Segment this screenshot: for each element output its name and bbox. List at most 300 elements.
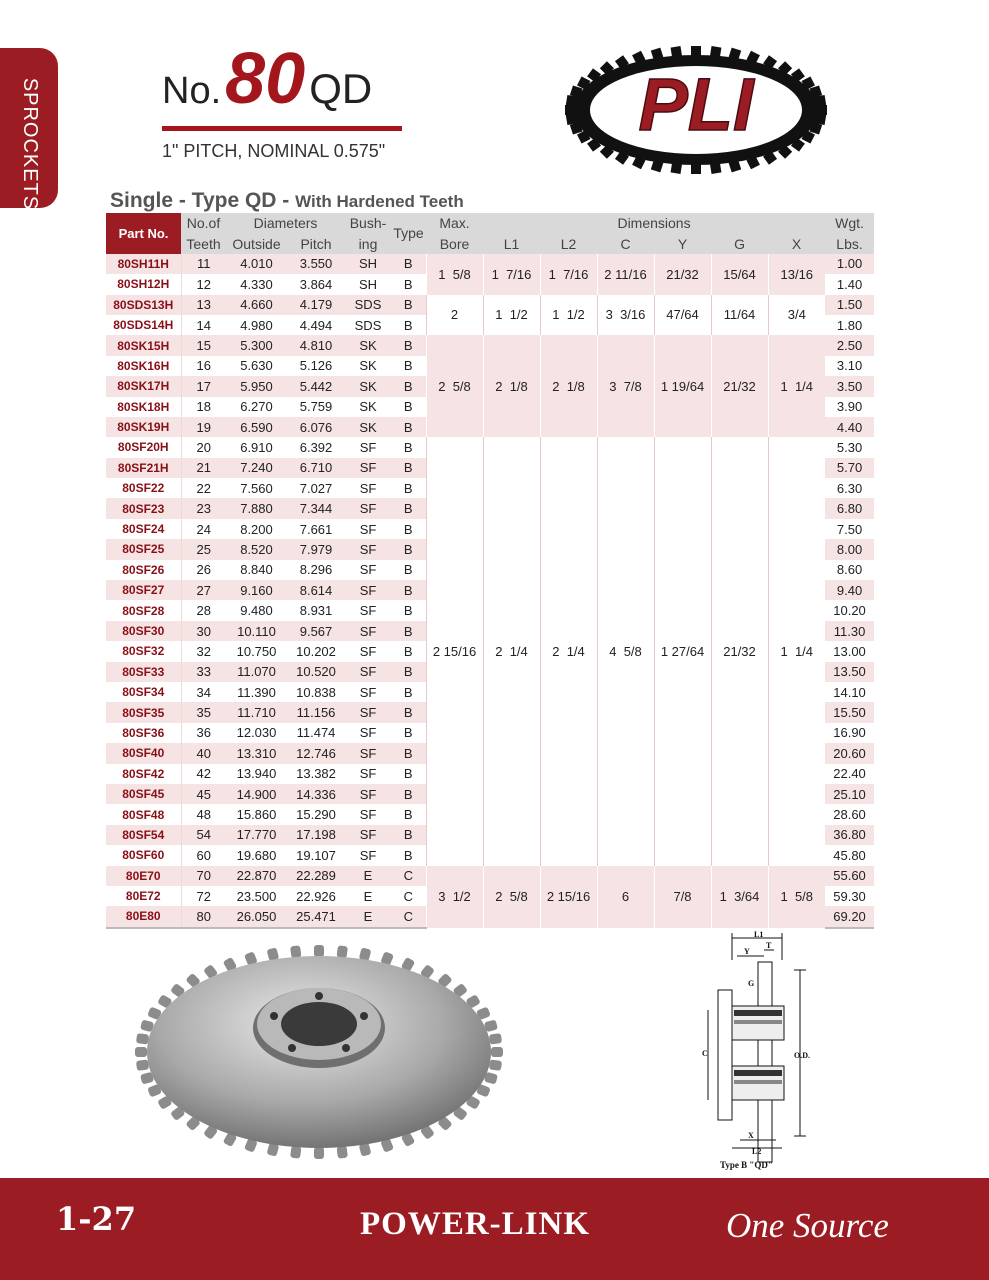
type-cell: C [391,906,426,927]
outside-cell: 23.500 [236,888,277,904]
l2-cell: 2 15/16 [540,866,597,928]
teeth-cell: 20 [196,439,211,455]
weight-cell: 3.90 [836,399,863,415]
teeth-cell: 28 [196,603,211,619]
part-no-cell: 80SF23 [106,498,181,518]
pitch-cell: 11.156 [287,702,345,722]
title-no: No. [162,70,222,112]
table-row [106,335,874,355]
bushing-cell: E [363,888,373,904]
header-y: Y [654,233,711,253]
bushing-cell: SH [358,276,378,292]
pitch-cell: 6.392 [299,439,333,455]
l2-cell: 1 1/2 [540,295,597,336]
weight-cell: 5.30 [836,439,863,455]
header-x: X [768,233,825,253]
type-cell: C [403,888,413,904]
weight-cell: 6.80 [825,498,874,518]
brand-name: POWER-LINK [360,1206,591,1242]
bushing-cell: SK [345,376,391,396]
bushing-cell: SF [345,825,391,845]
header-l2: L2 [540,233,597,253]
outside-cell: 4.980 [240,317,273,333]
table-row [106,866,874,886]
weight-cell: 55.60 [825,866,874,886]
pitch-cell: 9.567 [287,621,345,641]
pitch-cell: 12.746 [287,743,345,763]
outside-cell: 6.270 [240,399,273,415]
outside-cell: 11.710 [226,702,287,722]
header-wgt: Wgt. [825,213,874,233]
bushing-cell: SF [345,539,391,559]
y-cell: 47/64 [654,295,711,336]
photo-tooth [314,945,324,957]
photo-tooth [491,1047,503,1057]
type-cell: B [391,743,426,763]
bushing-cell: SF [359,521,377,537]
bushing-cell: SK [345,417,391,437]
teeth-cell: 34 [196,684,211,700]
teeth-cell: 80 [181,906,226,927]
part-no-cell: 80SF60 [106,845,181,865]
bushing-cell: E [345,906,391,927]
type-cell: B [391,458,426,478]
c-cell: 2 11/16 [597,254,654,295]
outside-cell: 14.900 [226,784,287,804]
drawing-od: O.D. [794,1051,810,1060]
pitch-cell: 8.296 [299,562,333,578]
part-no-cell: 80SF54 [106,825,181,845]
teeth-cell: 15 [181,335,226,355]
header-l1: L1 [483,233,540,253]
part-no-cell: 80E70 [106,866,181,886]
bushing-cell: SF [345,662,391,682]
part-no-cell: 80SK18H [106,397,181,417]
table-row [106,254,874,274]
drawing-x: X [748,1131,754,1140]
side-tab-label: SPROCKETS [19,77,41,211]
drawing-g: G [748,979,755,988]
type-cell: B [403,807,413,823]
spec-table [106,213,874,929]
bushing-cell: SF [359,807,377,823]
type-cell: B [403,317,413,333]
teeth-cell: 72 [196,888,211,904]
outside-cell: 4.660 [226,295,287,315]
pitch-cell: 7.027 [299,480,333,496]
header-part-no: Part No. [106,213,181,254]
drawing-l2: L2 [752,1147,762,1156]
type-cell: B [403,766,413,782]
pitch-cell: 3.864 [299,276,333,292]
c-cell: 4 5/8 [597,437,654,865]
drawing-y: Y [744,947,750,956]
photo-tooth [135,1047,147,1057]
drawing-c: C [702,1049,708,1058]
pitch-cell: 7.979 [287,539,345,559]
teeth-cell: 24 [196,521,211,537]
part-no-cell: 80SF25 [106,539,181,559]
outside-cell: 9.160 [226,580,287,600]
pitch-cell: 25.471 [287,906,345,927]
pitch-cell: 5.442 [287,376,345,396]
pitch-cell: 19.107 [296,847,336,863]
l1-cell: 2 5/8 [483,866,540,928]
pitch-cell: 11.474 [296,725,336,741]
part-no-cell: 80SF21H [106,458,181,478]
bushing-cell: SF [345,702,391,722]
pitch-cell: 10.202 [296,643,336,659]
teeth-cell: 22 [196,480,211,496]
bushing-cell: SF [345,784,391,804]
part-no-cell: 80SH12H [106,274,181,294]
header-c: C [597,233,654,253]
photo-tooth [489,1033,502,1044]
part-no-cell: 80SF26 [106,560,181,580]
bushing-cell: SF [359,480,377,496]
part-no-cell: 80SF33 [106,662,181,682]
logo-tooth [817,105,827,115]
g-cell: 15/64 [711,254,768,295]
type-cell: B [403,358,413,374]
pitch-cell: 17.198 [287,825,345,845]
bushing-cell: SDS [345,295,391,315]
x-cell: 1 1/4 [768,437,825,865]
bushing-cell: SF [345,743,391,763]
weight-cell: 9.40 [825,580,874,600]
pitch-cell: 4.810 [287,335,345,355]
outside-cell: 5.630 [240,358,273,374]
weight-cell: 28.60 [833,807,866,823]
bushing-cell: SF [359,766,377,782]
x-cell: 1 1/4 [768,335,825,437]
bushing-cell: E [345,866,391,886]
pitch-cell: 3.550 [287,254,345,274]
photo-tooth [336,945,347,958]
bushing-cell: SK [359,358,377,374]
outside-cell: 11.070 [226,662,287,682]
bushing-cell: SDS [354,317,382,333]
logo-tooth [691,46,701,56]
outside-cell: 7.240 [226,458,287,478]
title-suffix: QD [309,65,373,112]
c-cell: 3 7/8 [597,335,654,437]
outside-cell: 8.520 [226,539,287,559]
part-no-cell: 80SF22 [106,478,181,498]
bushing-cell: SF [359,439,377,455]
header-lbs: Lbs. [825,233,874,253]
weight-cell: 7.50 [836,521,863,537]
part-no-cell: 80SF20H [106,437,181,457]
side-tab [0,48,58,211]
weight-cell: 3.50 [825,376,874,396]
weight-cell: 4.40 [825,417,874,437]
teeth-cell: 45 [181,784,226,804]
weight-cell: 1.80 [836,317,863,333]
title-number: 80 [225,39,306,119]
x-cell: 3/4 [768,295,825,336]
teeth-cell: 16 [196,358,211,374]
type-cell: B [391,784,426,804]
x-cell: 13/16 [768,254,825,295]
bushing-cell: SK [345,335,391,355]
type-cell: B [403,562,413,578]
bore-cell: 3 1/2 [426,866,483,928]
section-title: Single - Type QD - With Hardened Teeth [110,189,464,212]
teeth-cell: 25 [181,539,226,559]
pitch-cell: 6.710 [287,458,345,478]
header-no-of: No.of [181,213,226,233]
part-no-cell: 80SF48 [106,804,181,824]
type-cell: B [391,335,426,355]
header-bushing: Bush- [345,213,391,233]
type-b-qd-drawing [682,930,832,1175]
outside-cell: 8.840 [240,562,273,578]
part-no-cell: 80SK17H [106,376,181,396]
weight-cell: 16.90 [833,725,866,741]
outside-cell: 22.870 [226,866,287,886]
y-cell: 21/32 [654,254,711,295]
teeth-cell: 12 [196,276,211,292]
drawing-t: T [766,941,772,950]
pitch-cell: 6.076 [287,417,345,437]
header-type: Type [391,213,426,254]
teeth-cell: 23 [181,498,226,518]
photo-tooth [136,1059,149,1070]
type-cell: B [403,480,413,496]
pitch-cell: 15.290 [296,807,336,823]
outside-cell: 5.950 [226,376,287,396]
brand-slogan: One Source [726,1206,889,1245]
outside-cell: 9.480 [240,603,273,619]
drawing-l1: L1 [754,930,764,939]
l2-cell: 1 7/16 [540,254,597,295]
part-no-cell: 80SDS13H [106,295,181,315]
header-dimensions: Dimensions [483,213,825,233]
weight-cell: 20.60 [825,743,874,763]
pitch-cell: 4.179 [287,295,345,315]
type-cell: B [391,295,426,315]
header-bore: Bore [426,233,483,253]
outside-cell: 7.560 [240,480,273,496]
bushing-cell: SK [359,399,377,415]
bushing-cell: SF [345,580,391,600]
weight-cell: 22.40 [833,766,866,782]
header-pitch: Pitch [287,233,345,253]
weight-cell: 13.00 [833,643,866,659]
pitch-cell: 7.344 [287,498,345,518]
bushing-cell: SF [359,603,377,619]
part-no-cell: 80E72 [106,886,181,906]
c-cell: 6 [597,866,654,928]
type-cell: B [403,276,413,292]
part-no-cell: 80SF40 [106,743,181,763]
outside-cell: 6.590 [226,417,287,437]
type-cell: B [391,539,426,559]
logo-tooth [691,164,701,174]
pitch-cell: 13.382 [296,766,336,782]
teeth-cell: 33 [181,662,226,682]
teeth-cell: 18 [196,399,211,415]
type-cell: B [403,643,413,659]
table-row [106,295,874,315]
bushing-cell: SF [345,458,391,478]
l2-cell: 2 1/4 [540,437,597,865]
bore-cell: 1 5/8 [426,254,483,295]
outside-cell: 7.880 [226,498,287,518]
teeth-cell: 30 [181,621,226,641]
page-subtitle: 1" PITCH, NOMINAL 0.575" [162,141,386,161]
part-no-cell: 80SDS14H [106,315,181,335]
weight-cell: 15.50 [825,702,874,722]
part-no-cell: 80SF28 [106,600,181,620]
part-no-cell: 80SK16H [106,356,181,376]
photo-tooth [489,1059,502,1070]
teeth-cell: 48 [196,807,211,823]
type-cell: B [391,376,426,396]
g-cell: 1 3/64 [711,866,768,928]
type-cell: C [391,866,426,886]
part-no-cell: 80SF45 [106,784,181,804]
sprocket-logo-icon [560,40,832,180]
l2-cell: 2 1/8 [540,335,597,437]
bushing-cell: SF [359,684,377,700]
weight-cell: 36.80 [825,825,874,845]
outside-cell: 6.910 [240,439,273,455]
l1-cell: 2 1/8 [483,335,540,437]
teeth-cell: 14 [196,317,211,333]
outside-cell: 19.680 [236,847,277,863]
teeth-cell: 42 [196,766,211,782]
y-cell: 7/8 [654,866,711,928]
y-cell: 1 19/64 [654,335,711,437]
pitch-cell: 4.494 [299,317,333,333]
outside-cell: 4.330 [240,276,273,292]
outside-cell: 12.030 [236,725,277,741]
pitch-cell: 22.926 [296,888,336,904]
weight-cell: 14.10 [833,684,866,700]
outside-cell: 26.050 [226,906,287,927]
teeth-cell: 19 [181,417,226,437]
type-cell: B [391,580,426,600]
outside-cell: 13.940 [236,766,277,782]
pitch-cell: 5.759 [299,399,333,415]
l1-cell: 1 1/2 [483,295,540,336]
weight-cell: 11.30 [825,621,874,641]
teeth-cell: 60 [196,847,211,863]
part-no-cell: 80SF27 [106,580,181,600]
type-cell: B [403,439,413,455]
teeth-cell: 40 [181,743,226,763]
bushing-cell: SF [345,621,391,641]
pitch-cell: 5.126 [299,358,333,374]
photo-tooth [290,1146,301,1159]
header-teeth: Teeth [181,233,226,253]
pitch-cell: 8.931 [299,603,333,619]
type-cell: B [403,603,413,619]
photo-tooth [290,945,301,958]
header-diameters: Diameters [226,213,345,233]
bushing-cell: SF [359,847,377,863]
weight-cell: 59.30 [833,888,866,904]
outside-cell: 10.750 [236,643,277,659]
sprocket-photo [124,940,514,1170]
type-cell: B [391,498,426,518]
page-number: 1-27 [56,1200,137,1238]
type-cell: B [403,847,413,863]
outside-cell: 8.200 [240,521,273,537]
outside-cell: 4.010 [226,254,287,274]
photo-tooth [136,1033,149,1044]
header-g: G [711,233,768,253]
teeth-cell: 17 [181,376,226,396]
pitch-cell: 8.614 [287,580,345,600]
pitch-cell: 7.661 [299,521,333,537]
outside-cell: 15.860 [236,807,277,823]
weight-cell: 6.30 [836,480,863,496]
l1-cell: 1 7/16 [483,254,540,295]
type-cell: B [391,662,426,682]
part-no-cell: 80SF35 [106,702,181,722]
g-cell: 21/32 [711,335,768,437]
teeth-cell: 26 [196,562,211,578]
pitch-cell: 22.289 [287,866,345,886]
photo-tooth [336,1146,347,1159]
type-cell: B [403,521,413,537]
weight-cell: 1.50 [825,295,874,315]
teeth-cell: 32 [196,643,211,659]
pitch-cell: 10.520 [287,662,345,682]
part-no-cell: 80SF24 [106,519,181,539]
type-cell: B [403,684,413,700]
teeth-cell: 13 [181,295,226,315]
outside-cell: 11.390 [237,684,276,700]
teeth-cell: 21 [181,458,226,478]
drawing-caption: Type B "QD" [720,1160,773,1170]
part-no-cell: 80SF34 [106,682,181,702]
part-no-cell: 80SF36 [106,723,181,743]
part-no-cell: 80SF32 [106,641,181,661]
part-no-cell: 80E80 [106,906,181,927]
x-cell: 1 5/8 [768,866,825,928]
weight-cell: 5.70 [825,458,874,478]
type-cell: B [391,621,426,641]
part-no-cell: 80SF30 [106,621,181,641]
pitch-cell: 14.336 [287,784,345,804]
photo-tooth [314,1147,324,1159]
pitch-cell: 10.838 [296,684,336,700]
type-cell: B [391,417,426,437]
type-cell: B [391,825,426,845]
type-cell: B [403,725,413,741]
teeth-cell: 11 [181,254,226,274]
weight-cell: 2.50 [825,335,874,355]
teeth-cell: 27 [181,580,226,600]
g-cell: 21/32 [711,437,768,865]
l1-cell: 2 1/4 [483,437,540,865]
title-rule [162,126,402,131]
type-cell: B [391,254,426,274]
header-max: Max. [426,213,483,233]
type-cell: B [403,399,413,415]
logo-text: PLI [638,63,754,146]
page-title [162,38,372,128]
section-subtitle: With Hardened Teeth [295,192,464,211]
weight-cell: 25.10 [825,784,874,804]
weight-cell: 1.40 [836,276,863,292]
y-cell: 1 27/64 [654,437,711,865]
outside-cell: 17.770 [226,825,287,845]
